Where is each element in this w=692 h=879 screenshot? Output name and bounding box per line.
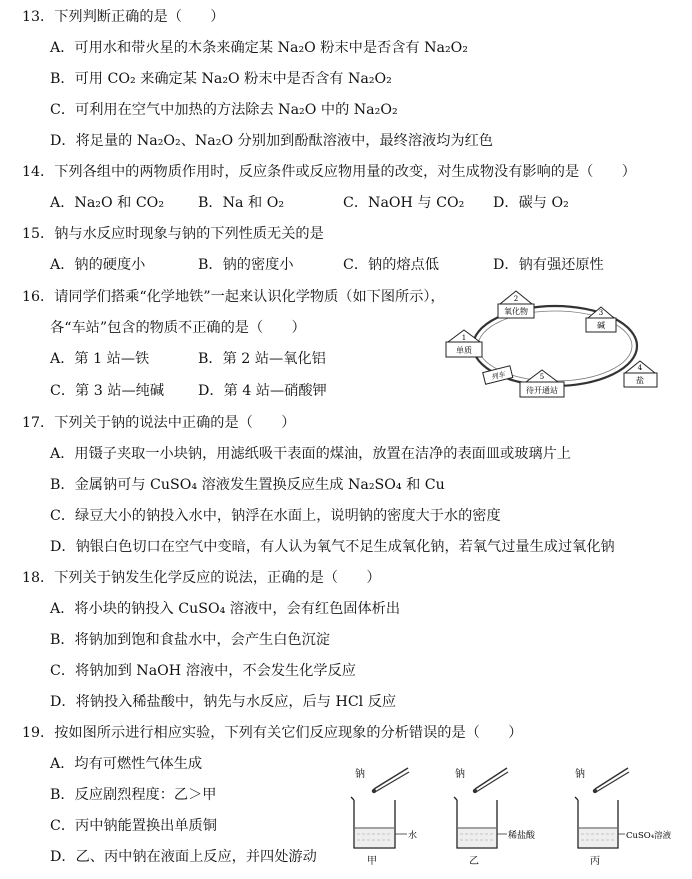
q14-option-d: D．碳与 O₂	[493, 195, 569, 211]
q14-option-c: C．NaOH 与 CO₂	[343, 195, 465, 211]
beaker-a-liquid-label: 水	[408, 831, 418, 841]
q17-option-a: A．用镊子夹取一小块钠，用滤纸吸干表面的煤油，放置在洁净的表面皿或玻璃片上	[50, 446, 571, 462]
beaker-c-sodium	[593, 789, 597, 793]
q16-stem-line2: 各“车站”包含的物质不正确的是（ ）	[50, 320, 306, 336]
q15-option-c: C．钠的熔点低	[343, 257, 439, 273]
beaker-b-liquid-label: 稀盐酸	[508, 831, 536, 841]
q18-option-d: D．将钠投入稀盐酸中，钠先与水反应，后与 HCl 反应	[50, 694, 397, 710]
q15-option-b: B．钠的密度小	[198, 257, 294, 273]
metro-station-3-label: 碱	[597, 321, 605, 330]
beaker-b	[454, 767, 536, 867]
q15-option-a: A．钠的硬度小	[50, 257, 146, 273]
beaker-a-name: 甲	[367, 856, 377, 867]
metro-station-2-number: 2	[513, 295, 519, 303]
metro-station-1-number: 1	[461, 334, 467, 342]
q19-option-a: A．均有可燃性气体生成	[50, 756, 203, 772]
q14-option-a: A．Na₂O 和 CO₂	[50, 195, 165, 211]
beaker-b-sodium-label: 钠	[455, 769, 465, 780]
beaker-a-sodium-label: 钠	[355, 769, 365, 780]
q16-option-b: B．第 2 站—氧化铝	[198, 351, 326, 367]
metro-diagram	[440, 286, 665, 404]
q13-stem: 13．下列判断正确的是（ ）	[22, 9, 225, 25]
q17-stem: 17．下列关于钠的说法中正确的是（ ）	[22, 415, 296, 431]
beaker-c-liquid-label: CuSO₄溶液	[626, 831, 672, 841]
q18-stem: 18．下列关于钠发生化学反应的说法，正确的是（ ）	[22, 570, 381, 586]
q17-option-c: C．绿豆大小的钠投入水中，钠浮在水面上，说明钠的密度大于水的密度	[50, 508, 501, 524]
metro-station-5-label: 待开通站	[526, 386, 558, 395]
beaker-b-sodium	[473, 789, 477, 793]
q17-option-b: B．金属钠可与 CuSO₄ 溶液发生置换反应生成 Na₂SO₄ 和 Cu	[50, 477, 445, 493]
beaker-b-name: 乙	[469, 856, 479, 867]
q17-option-d: D．钠银白色切口在空气中变暗，有人认为氧气不足生成氧化钠，若氧气过量生成过氧化钠	[50, 539, 615, 555]
q16-stem-line1: 16．请同学们搭乘“化学地铁”一起来认识化学物质（如下图所示），	[22, 289, 445, 305]
beaker-a-sodium	[372, 789, 376, 793]
beaker-c-tweezers	[595, 768, 628, 789]
beaker-a-tweezers	[374, 768, 408, 789]
metro-station-4-label: 盐	[636, 376, 644, 385]
metro-station-5	[520, 370, 564, 397]
beaker-b-tweezers	[475, 768, 507, 789]
q13-option-b: B．可用 CO₂ 来确定某 Na₂O 粉末中是否含有 Na₂O₂	[50, 71, 392, 87]
q14-stem: 14．下列各组中的两物质作用时，反应条件或反应物用量的改变，对生成物没有影响的是（ ）	[22, 164, 636, 180]
q19-stem: 19．按如图所示进行相应实验，下列有关它们反应现象的分析错误的是（ ）	[22, 725, 523, 741]
q13-option-d: D．将足量的 Na₂O₂、Na₂O 分别加到酚酞溶液中，最终溶液均为红色	[50, 133, 493, 149]
metro-station-2	[498, 291, 534, 318]
beaker-diagram	[345, 762, 687, 870]
q15-stem: 15．钠与水反应时现象与钠的下列性质无关的是	[22, 226, 324, 242]
q13-option-a: A．可用水和带火星的木条来确定某 Na₂O 粉末中是否含有 Na₂O₂	[50, 40, 468, 56]
beaker-c-sodium-label: 钠	[575, 769, 585, 780]
q13-option-c: C．可利用在空气中加热的方法除去 Na₂O 中的 Na₂O₂	[50, 102, 398, 118]
q15-option-d: D．钠有强还原性	[493, 257, 604, 273]
beaker-a	[351, 767, 417, 867]
metro-station-2-label: 氧化物	[504, 307, 528, 316]
q16-option-c: C．第 3 站—纯碱	[50, 383, 165, 399]
q18-option-b: B．将钠加到饱和食盐水中，会产生白色沉淀	[50, 632, 330, 648]
q16-option-a: A．第 1 站—铁	[50, 351, 150, 367]
q18-option-a: A．将小块的钠投入 CuSO₄ 溶液中，会有红色固体析出	[50, 601, 401, 617]
q14-option-b: B．Na 和 O₂	[198, 195, 285, 211]
q18-option-c: C．将钠加到 NaOH 溶液中，不会发生化学反应	[50, 663, 356, 679]
beaker-c-name: 丙	[590, 856, 600, 867]
q16-option-d: D．第 4 站—硝酸钾	[198, 383, 327, 399]
metro-station-3-number: 3	[598, 309, 604, 317]
q19-option-c: C．丙中钠能置换出单质铜	[50, 818, 217, 834]
beaker-c	[575, 767, 672, 867]
metro-station-4-number: 4	[637, 364, 643, 372]
metro-train-label: 列车	[490, 370, 506, 382]
q19-option-d: D．乙、丙中钠在液面上反应，并四处游动	[50, 849, 317, 865]
q19-option-b: B．反应剧烈程度：乙＞甲	[50, 787, 217, 803]
metro-station-5-number: 5	[539, 373, 545, 381]
metro-station-1-label: 单质	[456, 346, 472, 355]
